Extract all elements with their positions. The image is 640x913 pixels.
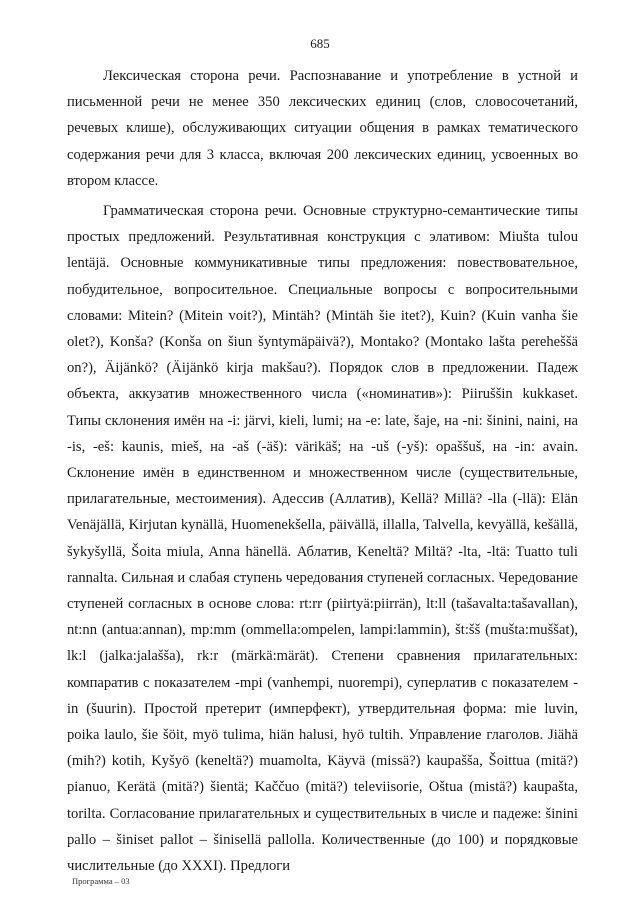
body-text	[67, 63, 578, 883]
paragraph-lexical: Лексическая сторона речи. Распознавание и употребление в устной и письменной речи не менее 350 лексических единиц (слов, словосочетаний, речевых клише), обслуживающих ситуации общения в рамках тематического содержания речи для 3 класса, включая 200 лексических единиц, усвоенных во втором классе.	[67, 68, 578, 189]
paragraph-grammar: Грамматическая сторона речи. Основные структурно-семантические типы простых предложений. Результативная конструкция с элативом: Miušta tulou lentäjä. Основные коммуникативные типы предложения: повествовательное, побудительное, вопросительное. Специальные вопросы с вопросительными словами: Mitein? (Mitein voit?), Mintäh? (Mintäh šie itet?), Kuin? (Kuin vanha šie olet?), Konša? (Konša on šiun šyntymäpäivä?), Montako? (Montako lašta pereheššä on?), Äijänkö? (Äijänkö kirja makšau?). Порядок слов в предложении. Падеж объекта, аккузатив множественного числа («номинатив»): Piiruššin kukkaset. Типы склонения имён на -i: järvi, kieli, lumi; на -e: late, šaje, на -ni: šinini, naini, на -is, -eš: kaunis, mieš, на -aš (-äš): värikäš; на -uš (-yš): opaššuš, на -in: avain. Склонение имён в единственном и множественном числе (существительные, прилагательные, местоимения). Адессив (Аллатив), Kellä? Millä? -lla (-llä): Elän Venäjällä, Kirjutan kynällä, Huomenekšella, päivällä, illalla, Talvella, kevyällä, kešällä, šykyšyllä, Šoita miula, Anna hänellä. Аблатив, Keneltä? Miltä? -lta, -ltä: Tuatto tuli rannalta. Сильная и слабая ступень чередования ступеней согласных. Чередование ступеней согласных в основе слова: rt:rr (piirtyä:piirrän), lt:ll (tašavalta:tašavallan), nt:nn (antua:annan), mp:mm (ommella:ompelen, lampi:lammin), št:šš (mušta:muššat), lk:l (jalka:jalašša), rk:r (märkä:märät). Степени сравнения прилагательных: компаратив с показателем -mpi (vanhempi, nuorempi), суперлатив с показателем -in (šuurin). Простой претерит (имперфект), утвердительная форма: mie luvin, poika laulo, šie šöit, myö tulima, hiän halusi, hyö tultih. Управление глаголов. Jiähä (mih?) kotih, Kyšyö (keneltä?) muamolta, Käyvä (missä?) kaupašša, Šoittua (mitä?) pianuo, Kerätä (mitä?) šientä; Kaččuo (mitä?) televiisorie, Oštua (mistä?) kaupašta, torilta. Согласование прилагательных и существительных в числе и падеже: šinini pallo – šiniset pallot – šinisellä pallolla. Количественные (до 100) и порядковые числительные (до XXXI). Предлоги	[67, 203, 579, 875]
page-footer: Программа – 03	[72, 876, 130, 886]
page-number: 685	[310, 36, 330, 51]
